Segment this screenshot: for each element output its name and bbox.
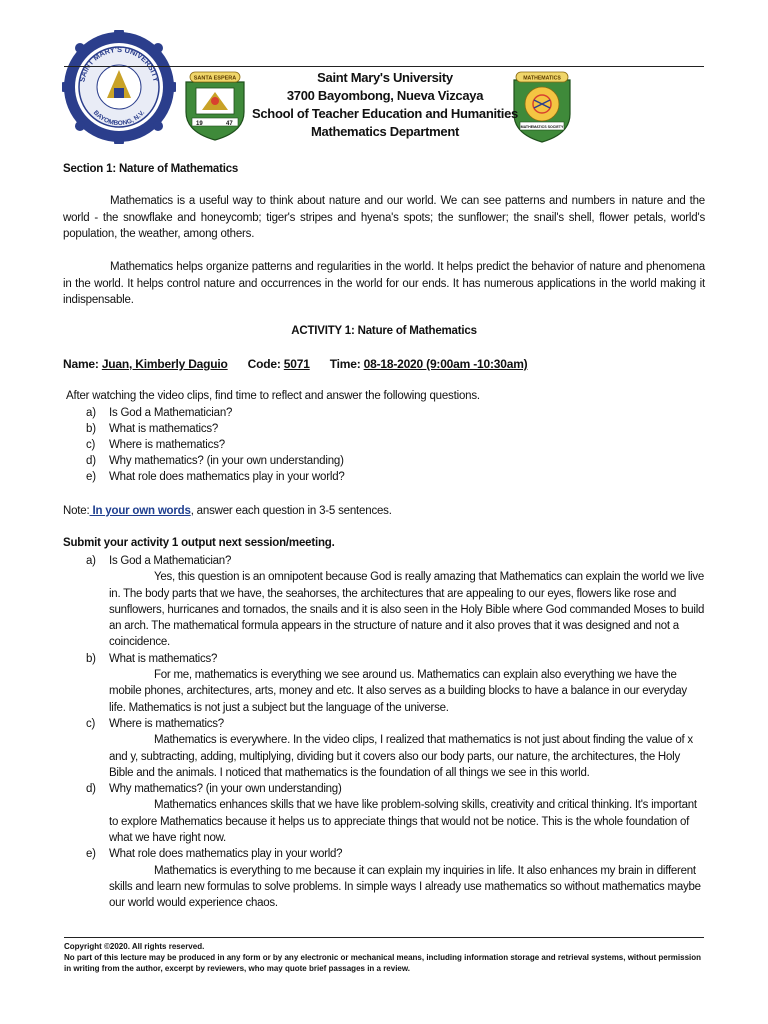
question-text: What is mathematics? bbox=[109, 423, 219, 435]
question-list bbox=[86, 405, 345, 485]
answer-text: Mathematics is everything to me because it can explain my inquiries in life. It also enhances my brain in different skills and learn new formulas to solve problems. In simple ways I already use mathematics so without mathematics maybe our world would experience chaos. bbox=[109, 864, 701, 910]
school-name: School of Teacher Education and Humanities bbox=[252, 106, 518, 121]
answer-text: Mathematics is everywhere. In the video clips, I realized that mathematics is not just about finding the value of x and y, subtracting, adding, multiplying, dividing but it covers also our body parts, our nature, the architectures, the Holy Bible and the animals. I noticed that mathematics is the foundation of all things we see in this world. bbox=[109, 734, 693, 779]
answer-text: For me, mathematics is everything we see around us. Mathematics can explain also everything we have the mobile phones, architectures, arts, money and etc. It also serves as a building blocks to have a balance in our everyday life. Mathematics is not just a subject but the language of the universe. bbox=[109, 669, 687, 714]
header-top-rule bbox=[64, 66, 704, 67]
list-item bbox=[86, 421, 345, 437]
answer-text-block bbox=[109, 667, 706, 716]
question-letter: e) bbox=[86, 471, 96, 483]
copyright-line: Copyright ©2020. All rights reserved. bbox=[64, 942, 205, 951]
answer-text: Mathematics enhances skills that we have like problem-solving skills, creativity and critical thinking. It's important to explore Mathematics because it helps us to appreciate things that would not be notice. This is the whole foundation of what we have right now. bbox=[109, 799, 697, 845]
time-label: Time: bbox=[329, 357, 364, 371]
copyright-notice: No part of this lecture may be produced in any form or by any electronic or mechanical means, including information storage and retrieval systems, without permission in writing from the author, excerpt by reviewers, who may quote brief passages in a review. bbox=[64, 953, 702, 973]
answers-list bbox=[86, 553, 706, 912]
answer-item-e bbox=[86, 846, 706, 911]
own-words-link[interactable]: In your own words bbox=[89, 505, 191, 517]
name-value: Juan, Kimberly Daguio bbox=[101, 357, 228, 371]
name-label: Name: bbox=[63, 357, 102, 371]
answer-item-a bbox=[86, 553, 706, 651]
question-text: Where is mathematics? bbox=[109, 439, 225, 451]
answer-text-block bbox=[109, 863, 706, 912]
answer-letter: d) bbox=[86, 783, 96, 796]
question-text: What role does mathematics play in your world? bbox=[109, 471, 345, 483]
list-item bbox=[86, 437, 345, 453]
answer-text-block bbox=[109, 569, 706, 650]
answer-question bbox=[86, 553, 706, 569]
answer-question bbox=[86, 781, 706, 797]
time-value: 08-18-2020 (9:00am -10:30am) bbox=[363, 357, 528, 371]
school-crest-logo bbox=[182, 70, 248, 142]
question-text: Why mathematics? (in your own understanding) bbox=[109, 455, 344, 467]
list-item bbox=[86, 469, 345, 485]
document-header bbox=[240, 69, 530, 141]
footer-rule bbox=[64, 937, 704, 938]
list-item bbox=[86, 405, 345, 421]
answer-letter: b) bbox=[86, 652, 96, 665]
note-prefix: Note: bbox=[63, 505, 90, 517]
intro-paragraph-1 bbox=[63, 193, 705, 243]
code-label: Code: bbox=[247, 357, 284, 371]
note-line bbox=[63, 505, 392, 517]
answer-question bbox=[86, 846, 706, 862]
instructions-text: After watching the video clips, find time to reflect and answer the following questions. bbox=[66, 390, 480, 402]
question-letter: d) bbox=[86, 455, 96, 467]
paragraph-1-text: Mathematics is a useful way to think about nature and our world. We can see patterns and numbers in nature and the world - the snowflake and honeycomb; tiger's stripes and hyena's spots; the sunflower; the snail's shell, flower petals, world's population, the weather, among others. bbox=[63, 195, 705, 240]
paragraph-2-text: Mathematics helps organize patterns and regularities in the world. It helps predict the behavior of nature and phenomena in the world. It helps control nature and occurrences in the world for our ends. It has numerous applications in the world making it indispensable. bbox=[63, 261, 705, 306]
math-crest-banner-text: MATHEMATICS bbox=[523, 75, 561, 82]
seal-top-text: SAINT MARY'S UNIVERSITY bbox=[77, 44, 161, 83]
university-address: 3700 Bayombong, Nueva Vizcaya bbox=[286, 88, 484, 103]
answer-question-text: What is mathematics? bbox=[109, 652, 218, 665]
answer-question bbox=[86, 716, 706, 732]
answer-text-block bbox=[109, 797, 706, 846]
code-value: 5071 bbox=[283, 357, 310, 371]
answer-question-text: Is God a Mathematician? bbox=[109, 555, 232, 567]
answer-letter: e) bbox=[86, 848, 96, 861]
note-suffix: , answer each question in 3-5 sentences. bbox=[190, 505, 392, 517]
university-name: Saint Mary's University bbox=[317, 70, 453, 85]
question-text: Is God a Mathematician? bbox=[109, 407, 233, 419]
question-letter: c) bbox=[86, 439, 96, 451]
department-name: Mathematics Department bbox=[311, 124, 459, 139]
answer-question-text: Why mathematics? (in your own understanding) bbox=[109, 783, 342, 796]
university-seal-logo bbox=[62, 30, 176, 144]
answer-question-text: Where is mathematics? bbox=[109, 717, 224, 730]
answer-item-d bbox=[86, 781, 706, 846]
crest-year-right: 47 bbox=[226, 121, 233, 127]
crest-banner-text: SANTA ESPERA bbox=[193, 75, 237, 82]
activity-title: ACTIVITY 1: Nature of Mathematics bbox=[291, 325, 477, 337]
answer-item-b bbox=[86, 651, 706, 716]
submit-heading: Submit your activity 1 output next session/meeting. bbox=[63, 537, 335, 549]
seal-bottom-text: BAYOMBONG, N.V. bbox=[91, 109, 147, 128]
copyright-footer bbox=[64, 941, 706, 974]
answer-text: Yes, this question is an omnipotent because God is really amazing that Mathematics can explain the world we live in. The body parts that we have, the seahorses, the architectures that are appealing to our eyes, flowers like rose and sunflowers, hurricanes and tornados, the snails and it is also seen in the Holy Bible where God commanded Moses to build an arch. The mathematical formula appears in the structure of nature and it also proves that it was designed and not a coincidence. bbox=[109, 571, 705, 649]
math-crest-bottom-text: MATHEMATICS SOCIETY bbox=[520, 125, 564, 129]
answer-letter: c) bbox=[86, 717, 96, 730]
question-letter: a) bbox=[86, 407, 96, 419]
answer-item-c bbox=[86, 716, 706, 781]
answer-letter: a) bbox=[86, 555, 96, 567]
answer-text-block bbox=[109, 732, 706, 781]
intro-paragraph-2 bbox=[63, 259, 705, 309]
answer-question bbox=[86, 651, 706, 667]
question-letter: b) bbox=[86, 423, 96, 435]
list-item bbox=[86, 453, 345, 469]
answer-question-text: What role does mathematics play in your world? bbox=[109, 848, 343, 861]
crest-year-left: 19 bbox=[196, 121, 203, 127]
student-info-row bbox=[63, 357, 527, 371]
section-title: Section 1: Nature of Mathematics bbox=[63, 163, 239, 175]
